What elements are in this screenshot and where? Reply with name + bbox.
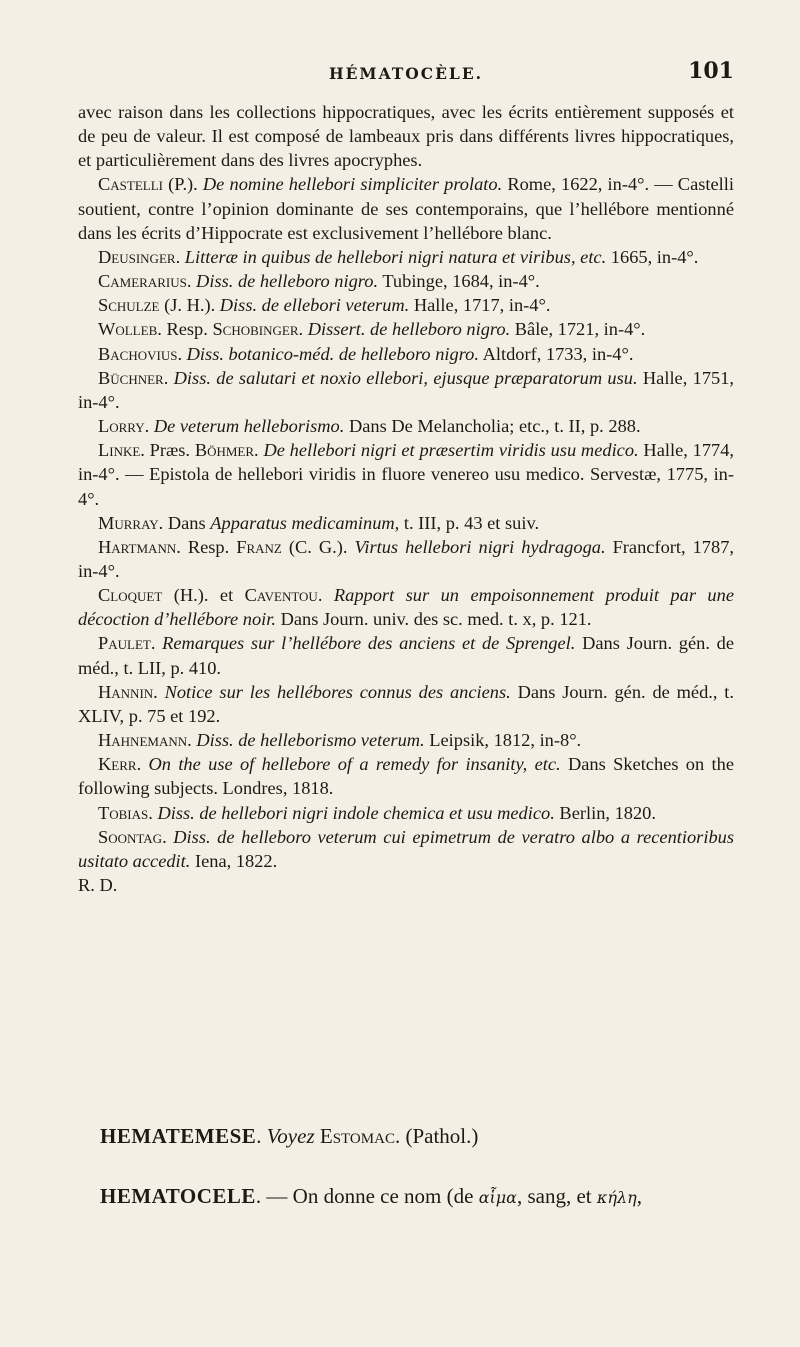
entry-text: , [636, 1184, 642, 1208]
work-title: De veterum helleborismo. [153, 416, 345, 437]
work-title: Diss. de helleboro nigro. [196, 271, 379, 292]
author-name: Camerarius [98, 271, 187, 292]
entry-text: (H.). et [162, 585, 245, 606]
entry-text: Halle, 1717, in-4°. [409, 295, 551, 316]
author-name: Linke [98, 440, 141, 461]
entry-hematemese: HEMATEMESE. Voyez Estomac. (Pathol.) [100, 1124, 479, 1148]
work-title: Litteræ in quibus de hellebori nigri natura et viribus, etc. [184, 246, 607, 267]
entry-text: . [298, 319, 308, 340]
author-name: Franz [236, 536, 282, 557]
entry-text: . [148, 802, 158, 823]
author-name: Böhmer [194, 440, 255, 461]
author-name: Wolleb [98, 319, 158, 340]
bibliography-entry [78, 172, 734, 244]
entry-text: . [153, 681, 165, 702]
work-title: Remarques sur l’hellébore des anciens et de Sprengel. [162, 633, 576, 654]
work-title: Notice sur les hellébores connus des anciens. [164, 681, 511, 702]
entry-text: . [254, 440, 264, 461]
entry-hematocele [78, 1184, 734, 1209]
entry-text: . [317, 585, 334, 606]
work-title: Diss. de salutari et noxio ellebori, ejusque præparatorum usu. [173, 367, 638, 388]
entry-text: Halle, 1751, in-4°. [78, 367, 735, 412]
author-name: Schobinger [212, 319, 299, 340]
entry-text: Francfort, 1787, in-4°. [78, 536, 734, 581]
bibliography-entry [78, 535, 734, 583]
bibliography-entry [78, 631, 734, 679]
author-name: Hahnemann [98, 730, 188, 751]
entry-text: t. III, p. 43 et suiv. [399, 512, 540, 533]
author-name: Schulze [98, 295, 160, 316]
entry-text: Berlin, 1820. [554, 802, 656, 823]
intro-paragraph: avec raison dans les collections hippocratiques, avec les écrits entièrement supposés et de peu de valeur. Il est composé de lambeaux pris dans différents livres hippocratiques, et particulièrement dans des livres apocryphes. [78, 102, 734, 171]
bibliography-entry [78, 752, 734, 800]
author-name: Lorry [98, 416, 145, 437]
running-title: HÉMATOCÈLE. [328, 64, 484, 83]
entry-text: . [150, 633, 163, 654]
entry-text: , sang, et [516, 1184, 597, 1208]
entry-text: (J. H.). [159, 295, 220, 316]
work-title: Diss. de ellebori veterum. [219, 295, 410, 316]
work-title: De hellebori nigri et præsertim viridis usu medico. [263, 440, 639, 461]
bibliography-entry [78, 511, 734, 535]
work-title: Diss. de helleboro veterum cui epimetrum de veratro albo a recentioribus usitato accedit. [78, 826, 734, 871]
author-name: Paulet [98, 633, 151, 654]
author-name: Tobias [98, 802, 149, 823]
bibliography-entry [78, 414, 734, 438]
running-header [78, 58, 734, 90]
entry-text: Altdorf, 1733, in-4°. [478, 343, 634, 364]
bibliography-entry [78, 583, 734, 631]
entry-text: (P.). [162, 174, 203, 195]
entry-text: . [163, 367, 174, 388]
author-name: Bachovius [98, 343, 178, 364]
entry-text: . — On donne ce nom (de [255, 1184, 479, 1208]
bibliography-entry [78, 438, 734, 510]
author-name: Soontag [98, 826, 163, 847]
bibliography-entry [78, 728, 734, 752]
voyez-label: Voyez [266, 1124, 315, 1148]
bibliography-body [78, 100, 734, 897]
entry-text: . [144, 416, 154, 437]
author-name: Murray [98, 512, 159, 533]
work-title: Dissert. de helleboro nigro. [307, 319, 511, 340]
author-name: Caventou [244, 585, 318, 606]
author-name: Büchner [98, 367, 164, 388]
bibliography-entry [78, 680, 734, 728]
bibliography-entry [78, 269, 734, 293]
entry-text: . Resp. [157, 319, 213, 340]
bibliography-entry [78, 245, 734, 269]
greek-word: κήλη [596, 1188, 637, 1207]
entry-text: . [177, 343, 187, 364]
entry-text: . Dans [158, 512, 211, 533]
work-title: Virtus hellebori nigri hydragoga. [354, 536, 606, 557]
cross-reference-link[interactable]: Estomac [319, 1124, 395, 1148]
headword: HEMATEMESE [100, 1124, 257, 1148]
bibliography-entry [78, 801, 734, 825]
entry-text: Iena, 1822. [190, 850, 278, 871]
work-title: De nomine hellebori simpliciter prolato. [202, 174, 503, 195]
entry-text: Bâle, 1721, in-4°. [510, 319, 646, 340]
bibliography-list [78, 172, 734, 873]
entry-text: Dans Journ. gén. de méd., t. XLIV, p. 75 et 192. [78, 681, 734, 726]
author-name: Hannin [98, 681, 154, 702]
entry-text: . [162, 826, 174, 847]
bibliography-entry [78, 317, 734, 341]
work-title: Rapport sur un empoisonnement produit par une décoction d’hellébore noir. [78, 585, 734, 630]
entry-text: Halle, 1774, in-4°. — Epistola de hellebori viridis in fluore venereo usu medico. Servestæ, 1775, in-4°. [78, 440, 735, 509]
author-name: Deusinger [98, 246, 176, 267]
bibliography-entry [78, 825, 734, 873]
work-title: Diss. de helleborismo veterum. [196, 730, 425, 751]
work-title: Apparatus medicaminum, [210, 512, 400, 533]
entry-text: Leipsik, 1812, in-8°. [424, 730, 582, 751]
entry-text: Dans De Melancholia; etc., t. II, p. 288. [344, 416, 641, 437]
page-number: 101 [688, 58, 734, 84]
entry-text: Dans Journ. univ. des sc. med. t. x, p. 121. [276, 609, 592, 630]
headword: HEMATOCELE [100, 1184, 256, 1208]
greek-word: αἷμα [478, 1188, 517, 1207]
entry-text: . [186, 271, 197, 292]
work-title: Diss. botanico-méd. de helleboro nigro. [186, 343, 479, 364]
bibliography-entry [78, 342, 734, 366]
entry-text: . [175, 246, 185, 267]
entry-text: . [136, 754, 149, 775]
signature: R. D. [78, 875, 118, 895]
entry-text: Dans Journ. gén. de méd., t. LII, p. 410. [78, 633, 734, 678]
entry-text: Dans Sketches on the following subjects. Londres, 1818. [78, 754, 735, 799]
author-name: Cloquet [98, 585, 163, 606]
qualifier: . (Pathol.) [394, 1124, 479, 1148]
work-title: On the use of hellebore of a remedy for insanity, etc. [148, 754, 561, 775]
entry-text: . Resp. [176, 536, 237, 557]
entry-text: Rome, 1622, in-4°. — Castelli soutient, contre l’opinion dominante de ses contemporains, que l’hellébore mentionné dans les écrits d’Hippocrate est exclusivement l’hellébore blanc. [78, 174, 734, 243]
work-title: Diss. de hellebori nigri indole chemica et usu medico. [157, 802, 555, 823]
entry-text: . [187, 730, 197, 751]
author-name: Kerr [98, 754, 137, 775]
author-name: Hartmann [98, 536, 177, 557]
entry-text: (C. G.). [281, 536, 355, 557]
author-name: Castelli [98, 174, 163, 195]
bibliography-entry [78, 366, 734, 414]
entry-text: . Præs. [140, 440, 195, 461]
bibliography-entry [78, 293, 734, 317]
entry-text: 1665, in-4°. [606, 246, 699, 267]
entry-text: Tubinge, 1684, in-4°. [378, 271, 540, 292]
